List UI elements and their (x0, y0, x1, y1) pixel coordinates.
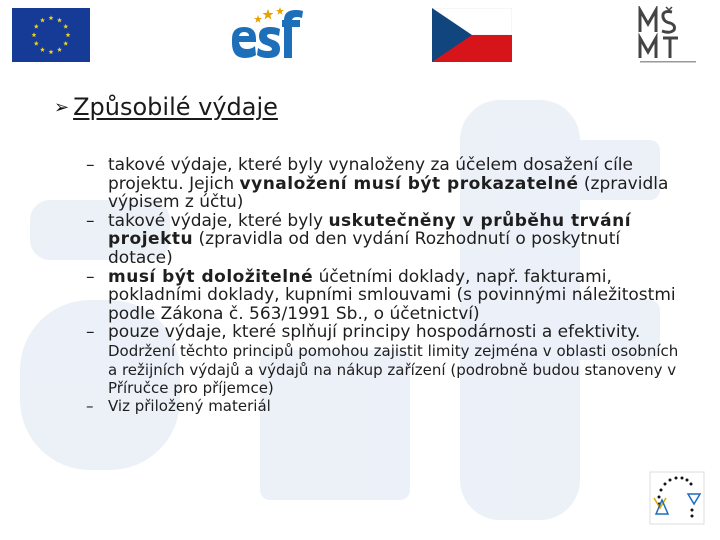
item-text: účetními doklady, např. fakturami, pokladními doklady, kupními smlouvami (s povinnými náležitostmi podle Zákona č. 563/1991 Sb., o účetnictví) (108, 266, 676, 324)
eu-star-icon (57, 18, 62, 23)
page-title: Způsobilé výdaje (73, 93, 278, 121)
item-text: Viz přiložený materiál (108, 396, 271, 415)
eu-star-icon (66, 32, 71, 37)
eu-star-icon (49, 15, 54, 20)
list-item (86, 156, 686, 212)
dash-marker: – (86, 322, 95, 343)
eu-star-icon (57, 47, 62, 52)
czech-flag-logo (432, 8, 512, 62)
item-text: (zpravidla výpisem z účtu) (108, 173, 669, 213)
dash-marker: – (86, 396, 94, 415)
list-item (86, 268, 686, 324)
logo-bar (0, 0, 720, 75)
item-emphasis: uskutečněny v průběhu trvání projektu (108, 210, 632, 250)
eu-star-icon (40, 18, 45, 23)
msmt-logo (636, 6, 702, 66)
navigation-icon[interactable] (648, 470, 706, 526)
dash-marker: – (86, 155, 95, 175)
eu-star-icon (34, 41, 39, 46)
list-item (86, 212, 686, 268)
item-emphasis: vynaložení musí být prokazatelné (239, 173, 579, 194)
esf-logo (228, 5, 310, 63)
arrow-bullet-icon: ➢ (54, 96, 70, 118)
eu-star-icon (40, 47, 45, 52)
list-item (86, 398, 686, 415)
item-text: (zpravidla od den vydání Rozhodnutí o poskytnutí dotace) (108, 229, 621, 268)
dash-marker: – (86, 210, 95, 231)
item-emphasis: musí být doložitelné (108, 266, 314, 287)
eu-star-icon (63, 24, 68, 29)
bullet-list (86, 156, 686, 415)
eu-star-icon (63, 41, 68, 46)
eu-star-icon (49, 49, 54, 54)
item-text: takové výdaje, které byly (108, 210, 329, 231)
item-text: pouze výdaje, které splňují principy hospodárnosti a efektivity. (108, 322, 641, 343)
eu-star-icon (32, 32, 37, 37)
item-text: takové výdaje, které byly vynaloženy za účelem dosažení cíle projektu. Jejich (108, 155, 633, 194)
section-heading (54, 93, 278, 121)
dash-marker: – (86, 266, 95, 287)
list-item (86, 323, 686, 397)
eu-star-icon (34, 24, 39, 29)
eu-flag-logo (12, 8, 90, 62)
item-note: Dodržení těchto principů pomohou zajistit limity zejména v oblasti osobních a režijních výdajů a výdajů na nákup zařízení (podrobně budou stanoveny v Příručce pro příjemce) (108, 341, 679, 398)
